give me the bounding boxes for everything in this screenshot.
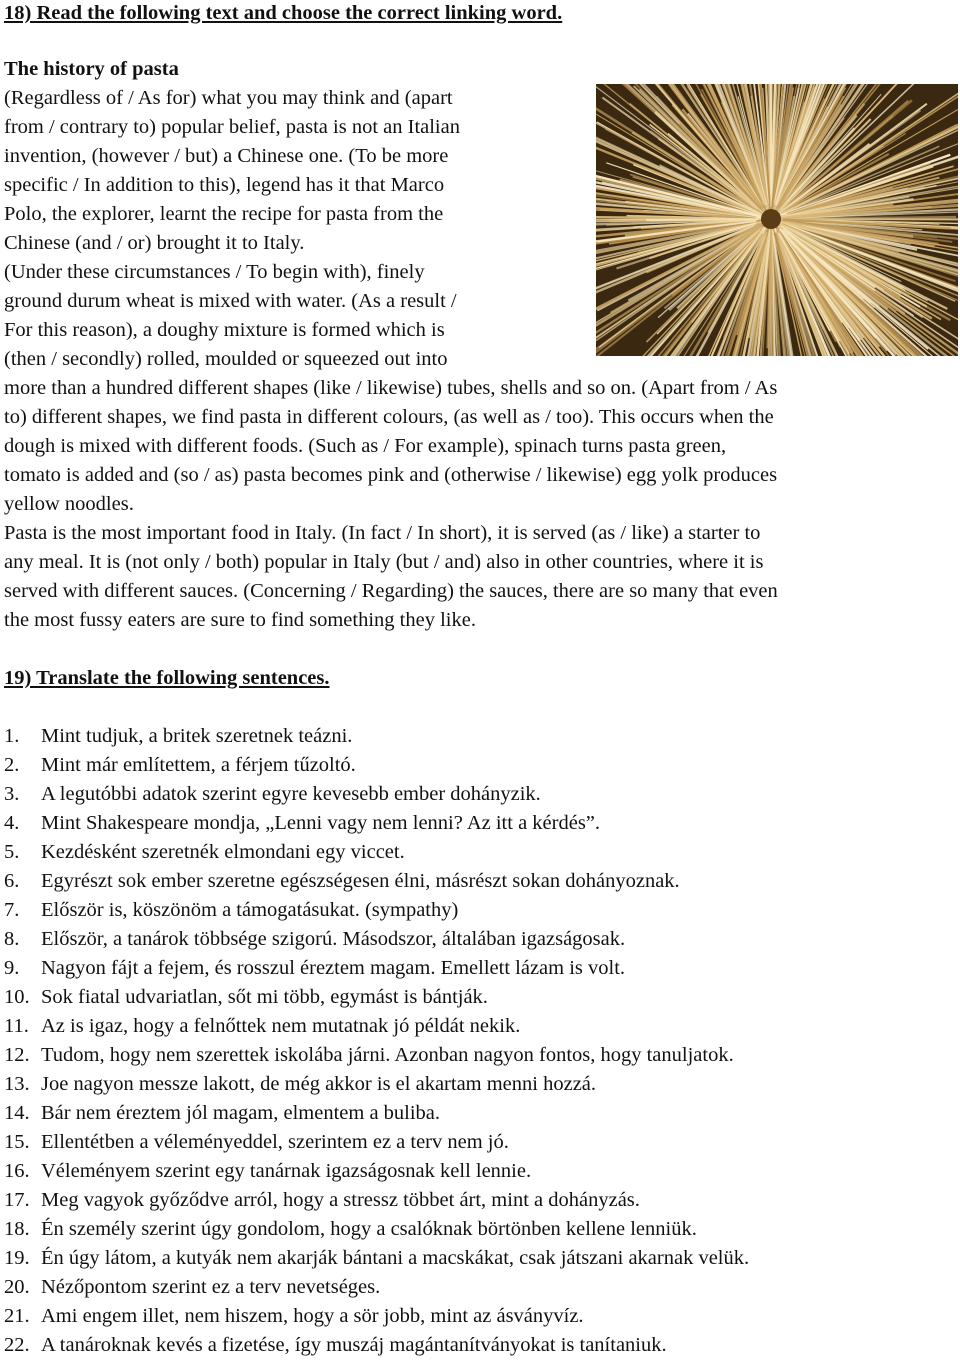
sentence-number: 12. <box>4 1041 41 1070</box>
passage-line: (then / secondly) rolled, moulded or squeezed out into <box>4 345 958 374</box>
passage-line: specific / In addition to this), legend has it that Marco <box>4 171 958 200</box>
spaghetti-image <box>596 84 958 356</box>
sentence-text: Nézőpontom szerint ez a terv nevetséges. <box>41 1273 380 1302</box>
passage-line: to) different shapes, we find pasta in different colours, (as well as / too). This occurs when the <box>4 403 958 432</box>
sentence-item <box>4 1099 749 1128</box>
sentence-item <box>4 983 749 1012</box>
sentence-text: Mint már említettem, a férjem tűzoltó. <box>41 751 356 780</box>
sentence-item <box>4 1331 749 1360</box>
sentence-item <box>4 925 749 954</box>
sentence-number: 4. <box>4 809 41 838</box>
sentence-item <box>4 1302 749 1331</box>
sentence-item <box>4 1012 749 1041</box>
sentence-item <box>4 1273 749 1302</box>
sentence-text: Mint Shakespeare mondja, „Lenni vagy nem lenni? Az itt a kérdés”. <box>41 809 600 838</box>
passage-line: the most fussy eaters are sure to find something they like. <box>4 606 958 635</box>
sentence-text: Az is igaz, hogy a felnőttek nem mutatnak jó példát nekik. <box>41 1012 520 1041</box>
sentence-text: Először, a tanárok többsége szigorú. Másodszor, általában igazságosak. <box>41 925 625 954</box>
sentence-number: 10. <box>4 983 41 1012</box>
sentence-number: 9. <box>4 954 41 983</box>
sentence-text: Mint tudjuk, a britek szeretnek teázni. <box>41 722 352 751</box>
sentence-text: Joe nagyon messze lakott, de még akkor is el akartam menni hozzá. <box>41 1070 596 1099</box>
sentence-item <box>4 954 749 983</box>
spaghetti-photo <box>596 84 958 356</box>
sentence-item <box>4 1070 749 1099</box>
passage-line: invention, (however / but) a Chinese one. (To be more <box>4 142 958 171</box>
sentence-text: Először is, köszönöm a támogatásukat. (sympathy) <box>41 896 458 925</box>
sentence-item <box>4 896 749 925</box>
sentence-item <box>4 780 749 809</box>
sentence-number: 14. <box>4 1099 41 1128</box>
sentence-text: Nagyon fájt a fejem, és rosszul éreztem magam. Emellett lázam is volt. <box>41 954 625 983</box>
sentence-number: 16. <box>4 1157 41 1186</box>
translation-sentence-list <box>4 722 749 1360</box>
sentence-text: Sok fiatal udvariatlan, sőt mi több, egymást is bántják. <box>41 983 488 1012</box>
passage-line: Pasta is the most important food in Italy. (In fact / In short), it is served (as / like) a starter to <box>4 519 958 548</box>
passage-line: ground durum wheat is mixed with water. (As a result / <box>4 287 958 316</box>
sentence-item <box>4 1128 749 1157</box>
sentence-number: 11. <box>4 1012 41 1041</box>
sentence-item <box>4 722 749 751</box>
sentence-number: 6. <box>4 867 41 896</box>
sentence-text: Én személy szerint úgy gondolom, hogy a csalóknak börtönben kellene lenniük. <box>41 1215 697 1244</box>
passage-line: any meal. It is (not only / both) popular in Italy (but / and) also in other countries, where it is <box>4 548 958 577</box>
passage-line: (Under these circumstances / To begin with), finely <box>4 258 958 287</box>
exercise-18-heading: 18) Read the following text and choose the correct linking word. <box>4 0 562 28</box>
sentence-item <box>4 1244 749 1273</box>
sentence-number: 5. <box>4 838 41 867</box>
sentence-text: Tudom, hogy nem szerettek iskolába járni. Azonban nagyon fontos, hogy tanuljatok. <box>41 1041 734 1070</box>
sentence-text: Bár nem éreztem jól magam, elmentem a buliba. <box>41 1099 440 1128</box>
sentence-number: 15. <box>4 1128 41 1157</box>
sentence-number: 2. <box>4 751 41 780</box>
text-title: The history of pasta <box>4 55 179 84</box>
sentence-number: 1. <box>4 722 41 751</box>
sentence-number: 7. <box>4 896 41 925</box>
sentence-number: 13. <box>4 1070 41 1099</box>
sentence-text: Ami engem illet, nem hiszem, hogy a sör jobb, mint az ásványvíz. <box>41 1302 584 1331</box>
sentence-item <box>4 1215 749 1244</box>
passage-line: (Regardless of / As for) what you may think and (apart <box>4 84 958 113</box>
sentence-text: Kezdésként szeretnék elmondani egy viccet. <box>41 838 405 867</box>
sentence-item <box>4 1041 749 1070</box>
sentence-item <box>4 1186 749 1215</box>
sentence-item <box>4 838 749 867</box>
passage-line: For this reason), a doughy mixture is formed which is <box>4 316 958 345</box>
sentence-item <box>4 809 749 838</box>
passage-line: tomato is added and (so / as) pasta becomes pink and (otherwise / likewise) egg yolk produces <box>4 461 958 490</box>
sentence-item <box>4 867 749 896</box>
passage-line: more than a hundred different shapes (like / likewise) tubes, shells and so on. (Apart from / As <box>4 374 958 403</box>
passage-line: from / contrary to) popular belief, pasta is not an Italian <box>4 113 958 142</box>
sentence-text: Véleményem szerint egy tanárnak igazságosnak kell lennie. <box>41 1157 531 1186</box>
sentence-text: Én úgy látom, a kutyák nem akarják bántani a macskákat, csak játszani akarnak velük. <box>41 1244 749 1273</box>
passage-line: Chinese (and / or) brought it to Italy. <box>4 229 958 258</box>
sentence-item <box>4 751 749 780</box>
sentence-number: 17. <box>4 1186 41 1215</box>
sentence-number: 22. <box>4 1331 41 1360</box>
sentence-number: 21. <box>4 1302 41 1331</box>
sentence-text: Ellentétben a véleményeddel, szerintem ez a terv nem jó. <box>41 1128 509 1157</box>
sentence-number: 18. <box>4 1215 41 1244</box>
sentence-text: A tanároknak kevés a fizetése, így muszáj magántanítványokat is tanítaniuk. <box>41 1331 667 1360</box>
passage-line: dough is mixed with different foods. (Such as / For example), spinach turns pasta green, <box>4 432 958 461</box>
sentence-number: 19. <box>4 1244 41 1273</box>
passage-line: yellow noodles. <box>4 490 958 519</box>
sentence-item <box>4 1157 749 1186</box>
passage-line: served with different sauces. (Concerning / Regarding) the sauces, there are so many that even <box>4 577 958 606</box>
sentence-number: 3. <box>4 780 41 809</box>
sentence-text: Meg vagyok győződve arról, hogy a stressz többet árt, mint a dohányzás. <box>41 1186 640 1215</box>
exercise-19-heading: 19) Translate the following sentences. <box>4 664 330 693</box>
exercise-18-passage <box>4 84 958 635</box>
sentence-text: Egyrészt sok ember szeretne egészségesen élni, másrészt sokan dohányoznak. <box>41 867 680 896</box>
sentence-number: 20. <box>4 1273 41 1302</box>
sentence-text: A legutóbbi adatok szerint egyre kevesebb ember dohányzik. <box>41 780 541 809</box>
sentence-number: 8. <box>4 925 41 954</box>
passage-line: Polo, the explorer, learnt the recipe for pasta from the <box>4 200 958 229</box>
